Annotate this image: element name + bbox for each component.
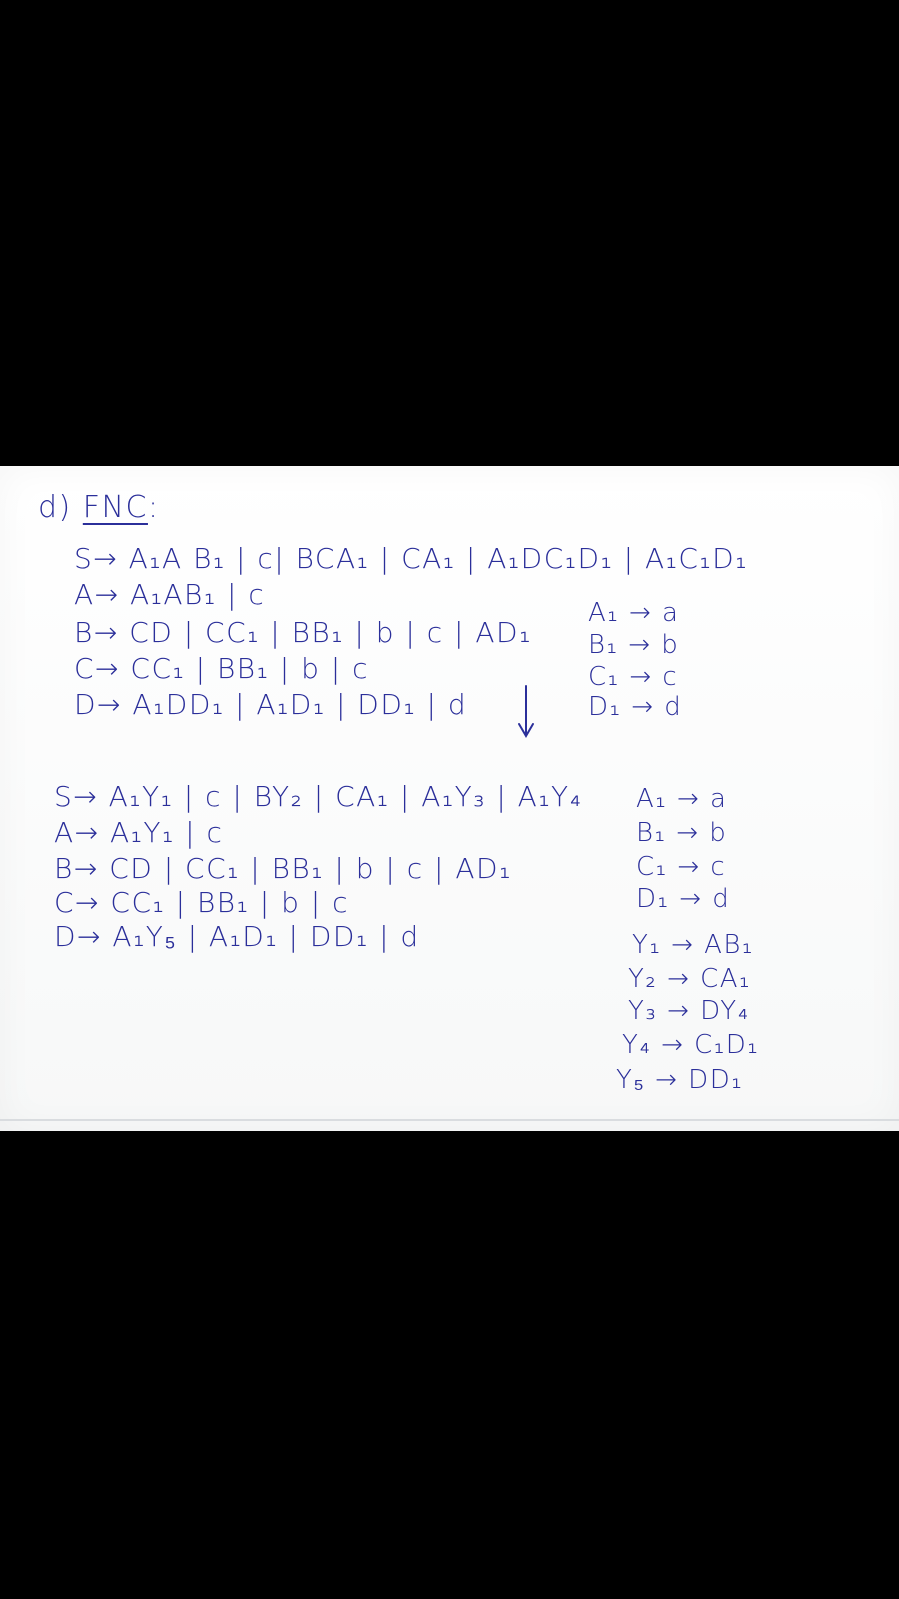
page-edge: [0, 1119, 899, 1121]
rule-d-2: D→ A₁Y₅ | A₁D₁ | DD₁ | d: [54, 920, 420, 953]
terminal-c-2: C₁ → c: [636, 852, 727, 882]
aux-rule-y4: Y₄ → C₁D₁: [622, 1030, 760, 1060]
section-suffix: :: [147, 490, 160, 525]
down-arrow-icon: [516, 684, 536, 740]
terminal-b-1: B₁ → b: [588, 630, 680, 660]
rule-a-2: A→ A₁Y₁ | c: [54, 816, 224, 849]
terminal-a-1: A₁ → a: [588, 598, 680, 628]
section-title: [38, 490, 160, 525]
aux-rule-y1: Y₁ → AB₁: [632, 930, 754, 960]
section-name: FNC: [82, 490, 148, 525]
notebook-page: [0, 466, 899, 1131]
rule-d-1: D→ A₁DD₁ | A₁D₁ | DD₁ | d: [74, 688, 468, 721]
rule-c-2: C→ CC₁ | BB₁ | b | c: [54, 886, 350, 919]
terminal-d-2: D₁ → d: [636, 884, 731, 914]
rule-s-2: S→ A₁Y₁ | c | BY₂ | CA₁ | A₁Y₃ | A₁Y₄: [54, 780, 583, 813]
terminal-d-1: D₁ → d: [588, 692, 683, 722]
rule-b-2: B→ CD | CC₁ | BB₁ | b | c | AD₁: [54, 852, 512, 885]
rule-b-1: B→ CD | CC₁ | BB₁ | b | c | AD₁: [74, 616, 532, 649]
terminal-b-2: B₁ → b: [636, 818, 728, 848]
terminal-a-2: A₁ → a: [636, 784, 728, 814]
rule-a-1: A→ A₁AB₁ | c: [74, 578, 266, 611]
section-label: d): [38, 490, 72, 525]
rule-s-1: S→ A₁A B₁ | c| BCA₁ | CA₁ | A₁DC₁D₁ | A₁C₁D₁: [74, 542, 748, 575]
aux-rule-y2: Y₂ → CA₁: [628, 964, 751, 994]
terminal-c-1: C₁ → c: [588, 662, 679, 692]
aux-rule-y3: Y₃ → DY₄: [628, 996, 750, 1026]
aux-rule-y5: Y₅ → DD₁: [616, 1065, 744, 1095]
rule-c-1: C→ CC₁ | BB₁ | b | c: [74, 652, 370, 685]
